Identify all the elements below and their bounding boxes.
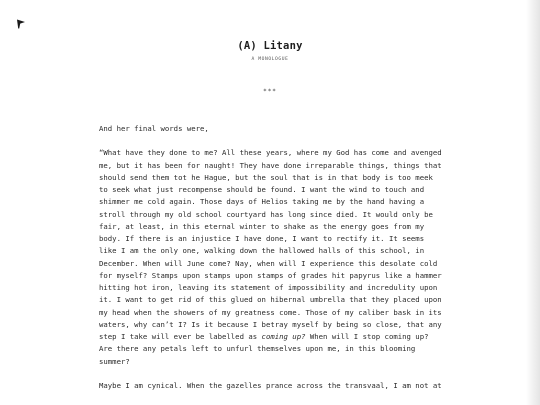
intro-paragraph: And her final words were, <box>99 124 209 133</box>
page-subtitle: A MONOLOGUE <box>251 57 289 62</box>
monologue-text-part1: “What have they done to me? All these years, where my God has come and avenged me, but it has been for naught! They have done irreparable things, things that should send them tot he Hague, but the soul that is in that body is too meek to seek what just recompense should be found. I want the wind to touch and shimmer me cold again. Those days of Helios taking me by the hand having a stroll through my old school courtyard has long since died. It would only be fair, at least, in this eternal winter to shake as the energy goes from my body. If there is an injustice I have done, I want to rectify it. It seems like I am the only one, walking down the hallowed halls of this school, in December. When will June come? Nay, when will I experience this desolate cold for myself? Stamps upon stamps upon stamps of grades hit papyrus like a hammer hitting hot iron, leaving its statement of impossibility and incredulity upon it. I want to get rid of this glued on hibernal umbrella that they placed upon my head when the showers of my greatness come. Those of my caliber bask in its waters, why can’t I? Is it because I betray myself by being so close, that any step I take will ever be labelled as <box>99 148 442 341</box>
monologue-emphasis: coming up? <box>261 332 306 341</box>
next-paragraph: Maybe I am cynical. When the gazelles prance across the transvaal, I am not at <box>99 380 442 390</box>
article-body <box>99 123 444 404</box>
monologue-paragraph <box>99 147 444 368</box>
section-separator: *** <box>263 88 277 95</box>
page-header <box>0 40 540 63</box>
logo-flag-icon[interactable] <box>15 15 27 27</box>
scroll-edge-shadow <box>526 0 540 405</box>
pennant-flag-icon <box>15 18 27 30</box>
page-title: (A) Litany <box>237 40 303 52</box>
monologue-text-part2: When will I stop coming up? Are there any petals left to unfurl themselves upon me, in this blooming summer? <box>99 332 429 366</box>
